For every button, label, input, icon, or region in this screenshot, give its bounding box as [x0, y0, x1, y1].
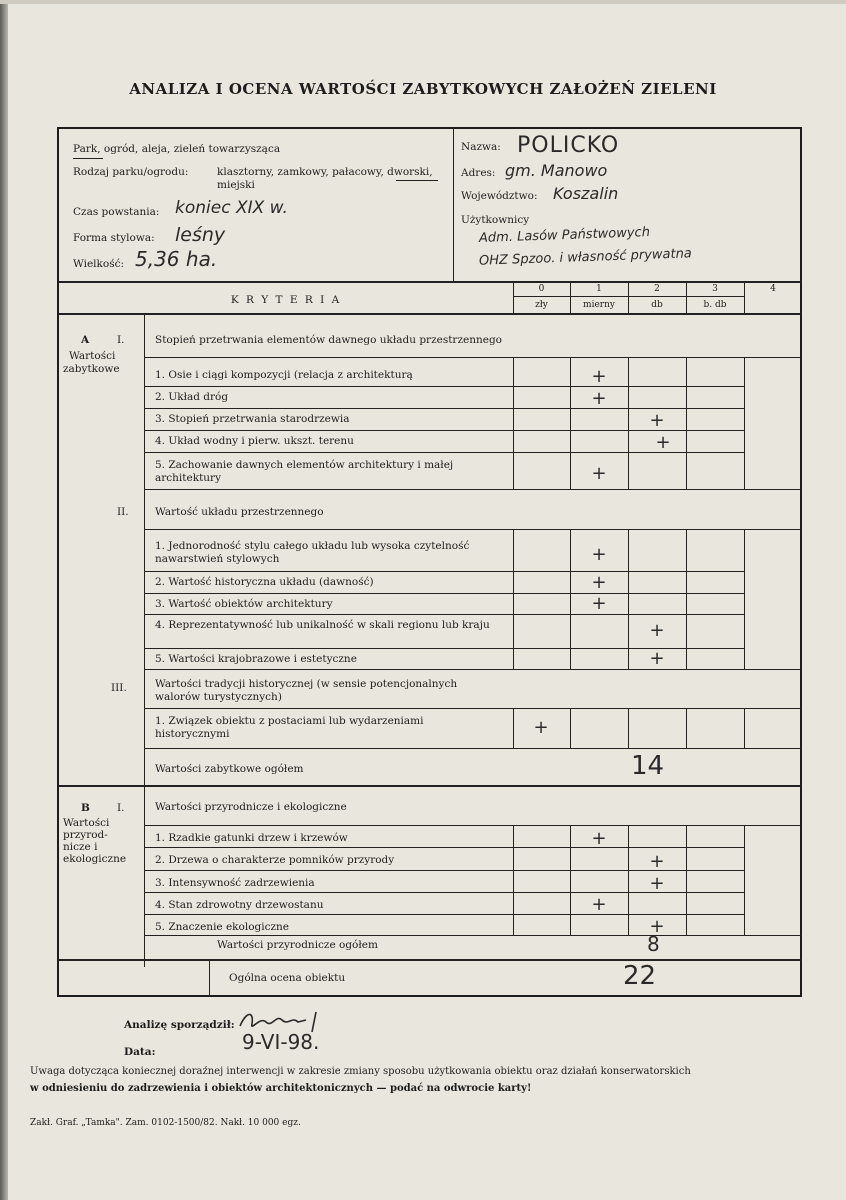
b1-row-3: 3. Intensywność zadrzewienia [155, 877, 315, 889]
a1-row-2: 2. Układ dróg [155, 391, 229, 403]
users-value-2: OHZ Spzoo. i własność prywatna [478, 246, 693, 269]
overall-label: Ogólna ocena obiektu [229, 972, 346, 984]
row-line [144, 489, 802, 490]
row-line [144, 408, 744, 409]
grid-line [628, 825, 629, 935]
col-1-num: 1 [596, 284, 602, 294]
b1-mark-4: + [591, 894, 607, 915]
grid-line [570, 529, 571, 669]
col-0-num: 0 [538, 284, 545, 294]
a2-row-4: 4. Reprezentatywność lub unikalność w skali regionu lub kraju [155, 619, 490, 631]
grid-line [513, 708, 514, 748]
address-label: Adres: [461, 167, 496, 179]
grid-line [744, 529, 745, 669]
header-divider [453, 129, 454, 281]
col-3-label: b. db [703, 300, 727, 310]
row-line [144, 386, 744, 387]
a1-row-1: 1. Osie i ciągi kompozycji (relacja z architekturą [155, 369, 413, 381]
b1-row-4: 4. Stan zdrowotny drzewostanu [155, 899, 324, 911]
page-edge-top [0, 0, 846, 4]
row-line [144, 847, 744, 848]
park-type-line: Park, ogród, aleja, zieleń towarzysząca [73, 143, 281, 155]
col-header-mid [513, 296, 744, 297]
section-a-name-1: Wartości [69, 350, 116, 362]
b1-row-2: 2. Drzewa o charakterze pomników przyrody [155, 854, 395, 866]
section-b-name-2: przyrod- [63, 829, 108, 841]
grid-line [686, 708, 687, 748]
a1-mark-4: + [655, 432, 671, 453]
grid-line [513, 825, 514, 935]
a2-mark-5: + [649, 648, 665, 669]
row-line [144, 593, 744, 594]
section-a-divider [144, 313, 145, 785]
col-1-label: mierny [583, 300, 615, 310]
b1-group-title: Wartości przyrodnicze i ekologiczne [155, 801, 347, 813]
a1-group-title: Stopień przetrwania elementów dawnego układu przestrzennego [155, 334, 502, 346]
dworski-underline [396, 180, 438, 181]
printer-info: Zakł. Graf. „Tamka". Zam. 0102-1500/82. Nakł. 10 000 egz. [30, 1118, 301, 1128]
a1-row-5: 5. Zachowanie dawnych elementów architektury i małej architektury [155, 459, 454, 484]
section-a-name-2: zabytkowe [63, 363, 120, 375]
overall-divider [209, 959, 210, 997]
grid-line [686, 529, 687, 669]
park-kind-label: Rodzaj parku/ogrodu: [73, 166, 189, 178]
section-b-name-4: ekologiczne [63, 853, 127, 865]
grid-line [686, 825, 687, 935]
size-value: 5,36 ha. [135, 247, 218, 271]
row-line [144, 529, 802, 530]
voivodeship-label: Województwo: [461, 190, 538, 202]
a1-mark-3: + [649, 410, 665, 431]
a2-row-1: 1. Jednorodność stylu całego układu lub wysoka czytelność nawarstwień stylowych [155, 540, 470, 565]
grid-line [686, 357, 687, 489]
date-label: Data: [124, 1046, 156, 1058]
section-a-roman-1: I. [117, 334, 125, 346]
a-total-label: Wartości zabytkowe ogółem [155, 763, 304, 775]
section-b-roman-1: I. [117, 802, 125, 814]
b1-mark-1: + [591, 828, 607, 849]
col-2-num: 2 [654, 284, 660, 294]
header-bottom-border [59, 281, 802, 283]
a2-mark-4: + [649, 620, 665, 641]
row-line [144, 571, 744, 572]
section-a-code: A [81, 334, 90, 346]
a2-mark-1: + [591, 544, 607, 565]
note-line-2: w odniesieniu do zadrzewienia i obiektów architektonicznych — podać na odwrocie karty! [30, 1083, 532, 1094]
size-label: Wielkość: [73, 258, 125, 270]
grid-line [744, 825, 745, 935]
b-total-label: Wartości przyrodnicze ogółem [217, 939, 378, 951]
b1-mark-5: + [649, 916, 665, 937]
section-b-code: B [81, 802, 90, 814]
grid-line [570, 825, 571, 935]
a1-mark-1: + [591, 366, 607, 387]
style-form-label: Forma stylowa: [73, 232, 155, 244]
section-b-bottom [59, 959, 802, 961]
note-line-1: Uwaga dotycząca koniecznej doraźnej interwencji w zakresie zmiany sposobu użytkowania obiektu oraz działań konserwatorskich [30, 1066, 691, 1077]
document-title: ANALIZA I OCENA WARTOŚCI ZABYTKOWYCH ZAŁOŻEŃ ZIELENI [129, 80, 717, 98]
a1-row-4: 4. Układ wodny i pierw. ukszt. terenu [155, 435, 354, 447]
row-line [144, 935, 802, 936]
row-line [144, 669, 802, 670]
voivodeship-value: Koszalin [553, 184, 619, 203]
a2-mark-2: + [591, 572, 607, 593]
grid-line [744, 708, 745, 748]
row-line [144, 748, 802, 749]
grid-line [628, 708, 629, 748]
col-2-label: db [651, 300, 663, 310]
section-b-divider [144, 785, 145, 967]
a1-mark-5: + [591, 463, 607, 484]
grid-line [513, 357, 514, 489]
users-value-1: Adm. Lasów Państwowych [478, 225, 651, 246]
row-line [144, 708, 802, 709]
row-line [144, 825, 802, 826]
form-frame [57, 127, 802, 997]
a-total-value: 14 [631, 751, 665, 781]
col-3-num: 3 [712, 284, 718, 294]
criteria-header-bottom [59, 313, 802, 315]
criteria-title: K R Y T E R I A [230, 294, 342, 306]
section-b-name-1: Wartości [63, 817, 110, 829]
b1-row-5: 5. Znaczenie ekologiczne [155, 921, 290, 933]
a2-group-title: Wartość układu przestrzennego [155, 506, 324, 518]
overall-value: 22 [623, 961, 657, 991]
grid-line [570, 357, 571, 489]
b1-mark-2: + [649, 851, 665, 872]
park-kind-options-2: miejski [217, 179, 255, 191]
a1-mark-2: + [591, 388, 607, 409]
col-0-label: zły [535, 300, 548, 310]
row-line [144, 614, 744, 615]
b1-row-1: 1. Rzadkie gatunki drzew i krzewów [155, 832, 348, 844]
park-underline [73, 158, 103, 159]
a2-mark-3: + [591, 593, 607, 614]
a2-row-2: 2. Wartość historyczna układu (dawność) [155, 576, 374, 588]
style-form-value: leśny [175, 224, 226, 246]
analysis-label: Analizę sporządził: [124, 1019, 235, 1031]
creation-time-label: Czas powstania: [73, 206, 160, 218]
section-b-name-3: nicze i [63, 841, 98, 853]
name-value: POLICKO [517, 133, 620, 158]
date-value: 9-VI-98. [242, 1030, 320, 1054]
col-4-num: 4 [770, 284, 776, 294]
a3-group-title: Wartości tradycji historycznej (w sensie potencjonalnych walorów turystycznych) [155, 678, 458, 703]
row-line [144, 914, 744, 915]
grid-line [628, 529, 629, 669]
creation-time-value: koniec XIX w. [175, 198, 288, 218]
grid-line [628, 357, 629, 489]
row-line [144, 452, 744, 453]
grid-line [570, 708, 571, 748]
section-a-roman-2: II. [117, 506, 129, 518]
a2-row-3: 3. Wartość obiektów architektury [155, 598, 333, 610]
users-label: Użytkownicy [461, 214, 530, 226]
name-label: Nazwa: [461, 141, 501, 153]
grid-line [513, 529, 514, 669]
b1-mark-3: + [649, 873, 665, 894]
a1-title-bottom [144, 357, 802, 358]
park-kind-options: klasztorny, zamkowy, pałacowy, dworski, [217, 166, 433, 178]
page-edge [0, 0, 8, 1200]
grid-line [744, 357, 745, 489]
b-total-value: 8 [647, 932, 660, 956]
a3-mark-1: + [533, 717, 549, 738]
a3-row-1: 1. Związek obiektu z postaciami lub wydarzeniami historycznymi [155, 715, 424, 740]
a1-row-3: 3. Stopień przetrwania starodrzewia [155, 413, 350, 425]
section-a-bottom [59, 785, 802, 787]
address-value: gm. Manowo [505, 161, 608, 180]
a2-row-5: 5. Wartości krajobrazowe i estetyczne [155, 653, 357, 665]
section-a-roman-3: III. [111, 682, 127, 694]
